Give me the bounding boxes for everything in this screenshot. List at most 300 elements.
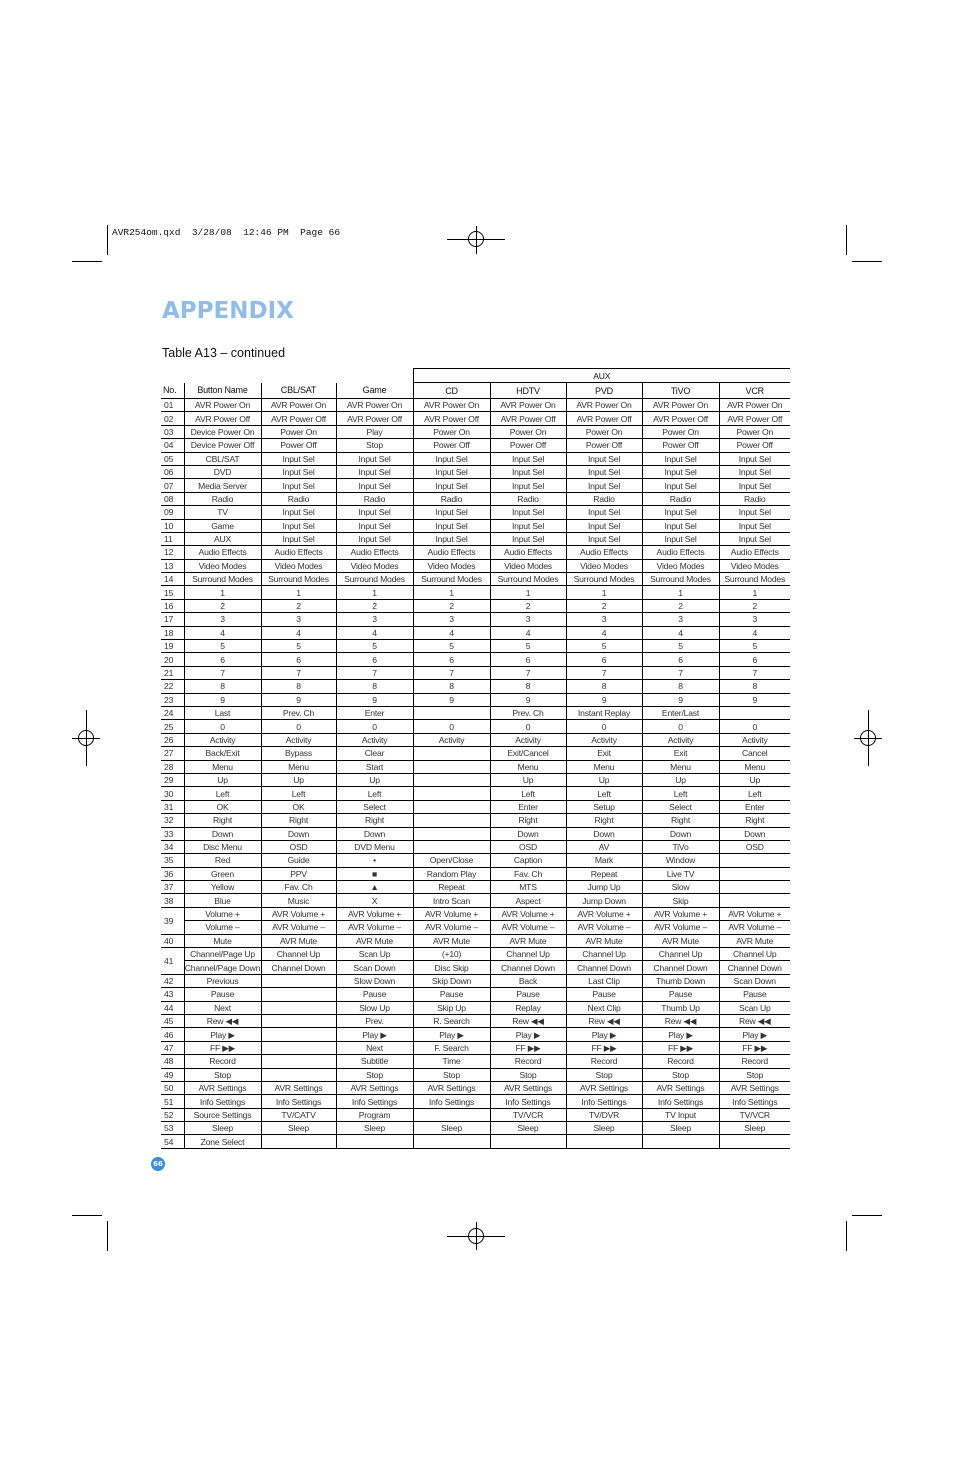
row-number: 53 — [161, 1122, 184, 1135]
table-cell: Instant Replay — [566, 706, 642, 719]
table-cell: Fav. Ch — [490, 867, 566, 880]
table-cell: Previous — [184, 974, 261, 987]
table-cell: F. Search — [413, 1041, 490, 1054]
table-cell: 8 — [184, 680, 261, 693]
table-cell: Input Sel — [261, 452, 336, 465]
registration-circle-icon — [78, 730, 94, 746]
table-cell — [261, 988, 336, 1001]
table-cell: Play ▶ — [490, 1028, 566, 1041]
table-cell: 2 — [336, 599, 413, 612]
table-cell: FF ▶▶ — [490, 1041, 566, 1054]
table-cell: Input Sel — [336, 479, 413, 492]
table-cell: Thumb Down — [642, 974, 719, 987]
pvd-header: PVD — [566, 383, 642, 399]
table-cell: Mute — [184, 934, 261, 947]
table-cell: Right — [490, 814, 566, 827]
row-number: 51 — [161, 1095, 184, 1108]
crop-mark — [846, 1221, 847, 1251]
table-cell: Stop — [184, 1068, 261, 1081]
table-cell — [261, 1001, 336, 1014]
table-cell: AVR Mute — [261, 934, 336, 947]
table-cell: Last — [184, 706, 261, 719]
table-row — [161, 814, 790, 827]
table-cell: TV Input — [642, 1108, 719, 1121]
table-cell: Left — [642, 787, 719, 800]
table-cell: Power On — [642, 425, 719, 438]
table-cell: Input Sel — [413, 479, 490, 492]
table-cell: Record — [566, 1055, 642, 1068]
table-cell: Red — [184, 854, 261, 867]
table-cell: 7 — [413, 666, 490, 679]
table-row — [161, 425, 790, 438]
table-cell — [413, 814, 490, 827]
table-cell: AVR Power Off — [413, 412, 490, 425]
table-cell: ■ — [336, 867, 413, 880]
row-number: 43 — [161, 988, 184, 1001]
table-cell: Input Sel — [719, 452, 790, 465]
table-cell: Info Settings — [719, 1095, 790, 1108]
table-cell: 4 — [336, 626, 413, 639]
table-row — [161, 439, 790, 452]
row-number: 37 — [161, 881, 184, 894]
table-cell: Scan Up — [336, 948, 413, 961]
table-cell: 8 — [336, 680, 413, 693]
table-cell: Down — [566, 827, 642, 840]
table-cell: Exit/Cancel — [490, 747, 566, 760]
table-cell: 9 — [184, 693, 261, 706]
table-cell: Next — [184, 1001, 261, 1014]
table-cell: 7 — [719, 666, 790, 679]
table-cell: 4 — [642, 626, 719, 639]
table-cell: 4 — [719, 626, 790, 639]
table-cell — [490, 1135, 566, 1148]
table-cell: AVR Volume + — [336, 907, 413, 920]
table-cell: AUX — [184, 532, 261, 545]
table-cell: Up — [490, 773, 566, 786]
table-cell: Exit — [642, 747, 719, 760]
table-row — [161, 1055, 790, 1068]
table-cell: Surround Modes — [490, 573, 566, 586]
table-cell: Video Modes — [566, 559, 642, 572]
table-cell: Program — [336, 1108, 413, 1121]
table-cell — [413, 800, 490, 813]
table-cell: 2 — [719, 599, 790, 612]
table-cell: Input Sel — [413, 506, 490, 519]
table-cell: 6 — [719, 653, 790, 666]
table-cell: Enter — [490, 800, 566, 813]
table-cell: Input Sel — [336, 532, 413, 545]
table-cell: Audio Effects — [336, 546, 413, 559]
row-number: 34 — [161, 840, 184, 853]
table-cell: Input Sel — [413, 452, 490, 465]
table-cell: Left — [719, 787, 790, 800]
table-cell: 0 — [642, 720, 719, 733]
table-cell: OSD — [490, 840, 566, 853]
table-cell: Activity — [719, 733, 790, 746]
no-header: No. — [161, 383, 184, 399]
row-number: 11 — [161, 532, 184, 545]
table-cell: AVR Settings — [413, 1081, 490, 1094]
table-cell: Menu — [490, 760, 566, 773]
table-row — [161, 840, 790, 853]
table-row — [161, 479, 790, 492]
table-cell: Random Play — [413, 867, 490, 880]
table-row — [161, 988, 790, 1001]
row-number: 39 — [161, 907, 184, 934]
table-cell: Enter — [336, 706, 413, 719]
remote-code-table — [161, 368, 790, 1149]
table-row — [161, 1095, 790, 1108]
row-number: 54 — [161, 1135, 184, 1148]
table-cell: 9 — [490, 693, 566, 706]
table-cell: Channel Down — [566, 961, 642, 974]
table-cell — [413, 1108, 490, 1121]
table-cell: 8 — [642, 680, 719, 693]
table-cell: AVR Settings — [719, 1081, 790, 1094]
row-number: 01 — [161, 399, 184, 412]
table-cell: AVR Settings — [261, 1081, 336, 1094]
table-title: Table A13 – continued — [162, 346, 286, 360]
table-cell: Input Sel — [719, 519, 790, 532]
table-cell: Channel Down — [642, 961, 719, 974]
table-cell: MTS — [490, 881, 566, 894]
table-cell: Input Sel — [566, 452, 642, 465]
table-cell: Info Settings — [336, 1095, 413, 1108]
table-cell: AVR Volume – — [413, 921, 490, 934]
table-cell: Input Sel — [490, 519, 566, 532]
table-cell: 4 — [184, 626, 261, 639]
table-cell: Input Sel — [261, 532, 336, 545]
table-cell: AVR Power Off — [566, 412, 642, 425]
table-cell: Power Off — [642, 439, 719, 452]
table-cell: 6 — [642, 653, 719, 666]
row-number: 07 — [161, 479, 184, 492]
table-cell: Last Clip — [566, 974, 642, 987]
row-number: 44 — [161, 1001, 184, 1014]
row-number: 08 — [161, 492, 184, 505]
hdtv-header: HDTV — [490, 383, 566, 399]
table-cell: Up — [719, 773, 790, 786]
table-cell: Replay — [490, 1001, 566, 1014]
table-cell: AVR Mute — [413, 934, 490, 947]
table-cell: Repeat — [566, 867, 642, 880]
table-cell: Media Server — [184, 479, 261, 492]
table-cell: FF ▶▶ — [719, 1041, 790, 1054]
row-number: 12 — [161, 546, 184, 559]
row-number: 23 — [161, 693, 184, 706]
table-cell: 3 — [413, 613, 490, 626]
table-cell: Select — [336, 800, 413, 813]
table-cell: Input Sel — [261, 519, 336, 532]
cd-header: CD — [413, 383, 490, 399]
row-number: 14 — [161, 573, 184, 586]
table-cell: DVD — [184, 465, 261, 478]
table-cell — [413, 773, 490, 786]
table-cell: 1 — [184, 586, 261, 599]
crop-mark — [107, 225, 108, 255]
table-row — [161, 974, 790, 987]
table-cell: Sleep — [336, 1122, 413, 1135]
table-cell: 9 — [719, 693, 790, 706]
table-cell — [413, 840, 490, 853]
table-cell: Power On — [566, 425, 642, 438]
table-cell: AVR Mute — [719, 934, 790, 947]
button-name-header: Button Name — [184, 383, 261, 399]
table-cell: 0 — [261, 720, 336, 733]
table-row — [161, 1135, 790, 1148]
table-row — [161, 1081, 790, 1094]
table-row — [161, 613, 790, 626]
table-cell: Guide — [261, 854, 336, 867]
row-number: 03 — [161, 425, 184, 438]
table-cell: 0 — [719, 720, 790, 733]
table-cell: AVR Power Off — [490, 412, 566, 425]
table-cell: 9 — [642, 693, 719, 706]
table-cell: Zone Select — [184, 1135, 261, 1148]
table-cell: Start — [336, 760, 413, 773]
table-cell: Channel Up — [490, 948, 566, 961]
table-cell: 5 — [413, 640, 490, 653]
table-cell: Power Off — [719, 439, 790, 452]
table-row — [161, 894, 790, 907]
table-cell: OSD — [261, 840, 336, 853]
table-row — [161, 532, 790, 545]
table-cell: AVR Volume + — [566, 907, 642, 920]
table-cell: AVR Settings — [642, 1081, 719, 1094]
table-cell: 2 — [642, 599, 719, 612]
table-cell: 6 — [184, 653, 261, 666]
table-cell: Channel Up — [566, 948, 642, 961]
table-cell: Input Sel — [490, 452, 566, 465]
table-cell: Surround Modes — [184, 573, 261, 586]
table-cell: Up — [642, 773, 719, 786]
row-number: 06 — [161, 465, 184, 478]
table-cell: Scan Up — [719, 1001, 790, 1014]
table-cell: Right — [719, 814, 790, 827]
table-cell: AVR Mute — [490, 934, 566, 947]
table-cell: Power Off — [566, 439, 642, 452]
table-cell: Up — [336, 773, 413, 786]
table-cell: Input Sel — [261, 479, 336, 492]
table-cell: Pause — [490, 988, 566, 1001]
table-cell: Info Settings — [642, 1095, 719, 1108]
row-number: 41 — [161, 948, 184, 975]
table-cell: Channel Up — [719, 948, 790, 961]
table-row — [161, 492, 790, 505]
table-cell: Play ▶ — [719, 1028, 790, 1041]
table-cell: Up — [184, 773, 261, 786]
table-cell: AVR Mute — [336, 934, 413, 947]
table-cell: Input Sel — [413, 465, 490, 478]
table-cell: Activity — [336, 733, 413, 746]
table-row — [161, 1014, 790, 1027]
cbl-sat-header: CBL/SAT — [261, 383, 336, 399]
table-cell — [261, 1068, 336, 1081]
table-cell: 4 — [261, 626, 336, 639]
page-number-badge: 66 — [151, 1157, 165, 1171]
row-number: 10 — [161, 519, 184, 532]
table-cell: Info Settings — [184, 1095, 261, 1108]
row-number: 32 — [161, 814, 184, 827]
table-cell: Device Power Off — [184, 439, 261, 452]
table-cell: Menu — [261, 760, 336, 773]
table-cell: Input Sel — [642, 519, 719, 532]
table-cell: Fav. Ch — [261, 881, 336, 894]
table-cell: Channel/Page Down — [184, 962, 261, 973]
table-cell: Slow — [642, 881, 719, 894]
section-title: APPENDIX — [162, 298, 294, 324]
table-cell: Video Modes — [261, 559, 336, 572]
table-cell: Input Sel — [642, 452, 719, 465]
row-number: 33 — [161, 827, 184, 840]
table-row — [161, 1001, 790, 1014]
table-cell: Prev. — [336, 1014, 413, 1027]
table-cell: AVR Settings — [184, 1081, 261, 1094]
table-cell: Input Sel — [261, 506, 336, 519]
table-cell: Up — [261, 773, 336, 786]
table-cell: 2 — [184, 599, 261, 612]
table-cell: AVR Power Off — [642, 412, 719, 425]
table-cell: Power On — [261, 425, 336, 438]
table-cell: Rew ◀◀ — [566, 1014, 642, 1027]
table-cell: AVR Volume – — [566, 921, 642, 934]
table-cell: Radio — [642, 492, 719, 505]
table-cell: 9 — [566, 693, 642, 706]
table-cell — [413, 827, 490, 840]
table-cell: Input Sel — [336, 452, 413, 465]
table-cell: Play ▶ — [642, 1028, 719, 1041]
row-number: 49 — [161, 1068, 184, 1081]
table-cell: AVR Power Off — [719, 412, 790, 425]
table-row — [161, 626, 790, 639]
row-number: 24 — [161, 706, 184, 719]
table-cell: Blue — [184, 894, 261, 907]
table-cell: Activity — [413, 733, 490, 746]
table-cell: 0 — [413, 720, 490, 733]
table-cell: Music — [261, 894, 336, 907]
table-cell: AVR Volume + — [642, 907, 719, 920]
row-number: 46 — [161, 1028, 184, 1041]
table-cell: Audio Effects — [184, 546, 261, 559]
table-cell: Menu — [642, 760, 719, 773]
table-cell: Video Modes — [719, 559, 790, 572]
table-cell: Live TV — [642, 867, 719, 880]
table-cell: Menu — [184, 760, 261, 773]
table-cell: 9 — [413, 693, 490, 706]
table-cell: 3 — [184, 613, 261, 626]
table-row — [161, 519, 790, 532]
table-cell: 9 — [261, 693, 336, 706]
table-cell: Right — [566, 814, 642, 827]
table-cell: AVR Power On — [490, 399, 566, 412]
table-cell: AVR Volume – — [642, 921, 719, 934]
table-cell: Play — [336, 425, 413, 438]
table-cell: AVR Volume + — [413, 907, 490, 920]
table-cell: TV/CATV — [261, 1108, 336, 1121]
row-number: 27 — [161, 747, 184, 760]
table-cell: Down — [336, 827, 413, 840]
table-cell: Input Sel — [566, 506, 642, 519]
table-cell: 3 — [719, 613, 790, 626]
table-cell: 8 — [490, 680, 566, 693]
table-cell: Play ▶ — [184, 1028, 261, 1041]
table-cell: Next Clip — [566, 1001, 642, 1014]
table-cell: Rew ◀◀ — [184, 1014, 261, 1027]
table-cell: Input Sel — [642, 506, 719, 519]
table-cell: FF ▶▶ — [566, 1041, 642, 1054]
table-cell: Play ▶ — [566, 1028, 642, 1041]
table-row — [161, 854, 790, 867]
table-row — [161, 1108, 790, 1121]
table-cell — [413, 706, 490, 719]
table-cell: AVR Volume + — [490, 907, 566, 920]
table-row — [161, 1068, 790, 1081]
tivo-header: TiVO — [642, 383, 719, 399]
table-cell: Setup — [566, 800, 642, 813]
table-cell: Input Sel — [719, 465, 790, 478]
table-cell: Record — [184, 1055, 261, 1068]
table-cell: Source Settings — [184, 1108, 261, 1121]
file-slug: AVR254om.qxd 3/28/08 12:46 PM Page 66 — [112, 227, 341, 238]
table-cell: Right — [184, 814, 261, 827]
table-cell: Select — [642, 800, 719, 813]
table-cell — [719, 881, 790, 894]
table-cell: 2 — [490, 599, 566, 612]
table-cell: Channel/Page Up — [184, 948, 261, 961]
group-header-row — [161, 369, 790, 383]
table-cell: Window — [642, 854, 719, 867]
table-cell: Stop — [642, 1068, 719, 1081]
table-cell: Sleep — [642, 1122, 719, 1135]
table-cell: Info Settings — [413, 1095, 490, 1108]
table-cell: Surround Modes — [261, 573, 336, 586]
table-cell: AVR Power Off — [184, 412, 261, 425]
table-cell: OSD — [719, 840, 790, 853]
table-cell: Jump Up — [566, 881, 642, 894]
table-cell: Power On — [719, 425, 790, 438]
table-cell: Yellow — [184, 881, 261, 894]
table-cell: Volume + — [184, 907, 261, 920]
table-cell: Info Settings — [490, 1095, 566, 1108]
table-cell: Sleep — [261, 1122, 336, 1135]
table-cell: ▲ — [336, 881, 413, 894]
table-cell — [719, 894, 790, 907]
table-cell: Input Sel — [719, 479, 790, 492]
table-cell: 2 — [566, 599, 642, 612]
table-cell: Activity — [566, 733, 642, 746]
table-cell: Input Sel — [719, 532, 790, 545]
table-cell: Radio — [490, 492, 566, 505]
table-cell — [413, 787, 490, 800]
table-cell: Skip Up — [413, 1001, 490, 1014]
table-cell: Left — [566, 787, 642, 800]
table-cell: 1 — [642, 586, 719, 599]
table-cell: Record — [719, 1055, 790, 1068]
table-cell: Activity — [261, 733, 336, 746]
row-number: 20 — [161, 653, 184, 666]
table-cell: Surround Modes — [336, 573, 413, 586]
table-cell: Caption — [490, 854, 566, 867]
table-cell: Activity — [490, 733, 566, 746]
table-cell: Stop — [413, 1068, 490, 1081]
row-number: 50 — [161, 1081, 184, 1094]
table-cell: Stop — [490, 1068, 566, 1081]
table-cell: 5 — [490, 640, 566, 653]
table-cell: Menu — [719, 760, 790, 773]
table-cell: Left — [184, 787, 261, 800]
table-cell: 8 — [261, 680, 336, 693]
table-cell: OK — [261, 800, 336, 813]
